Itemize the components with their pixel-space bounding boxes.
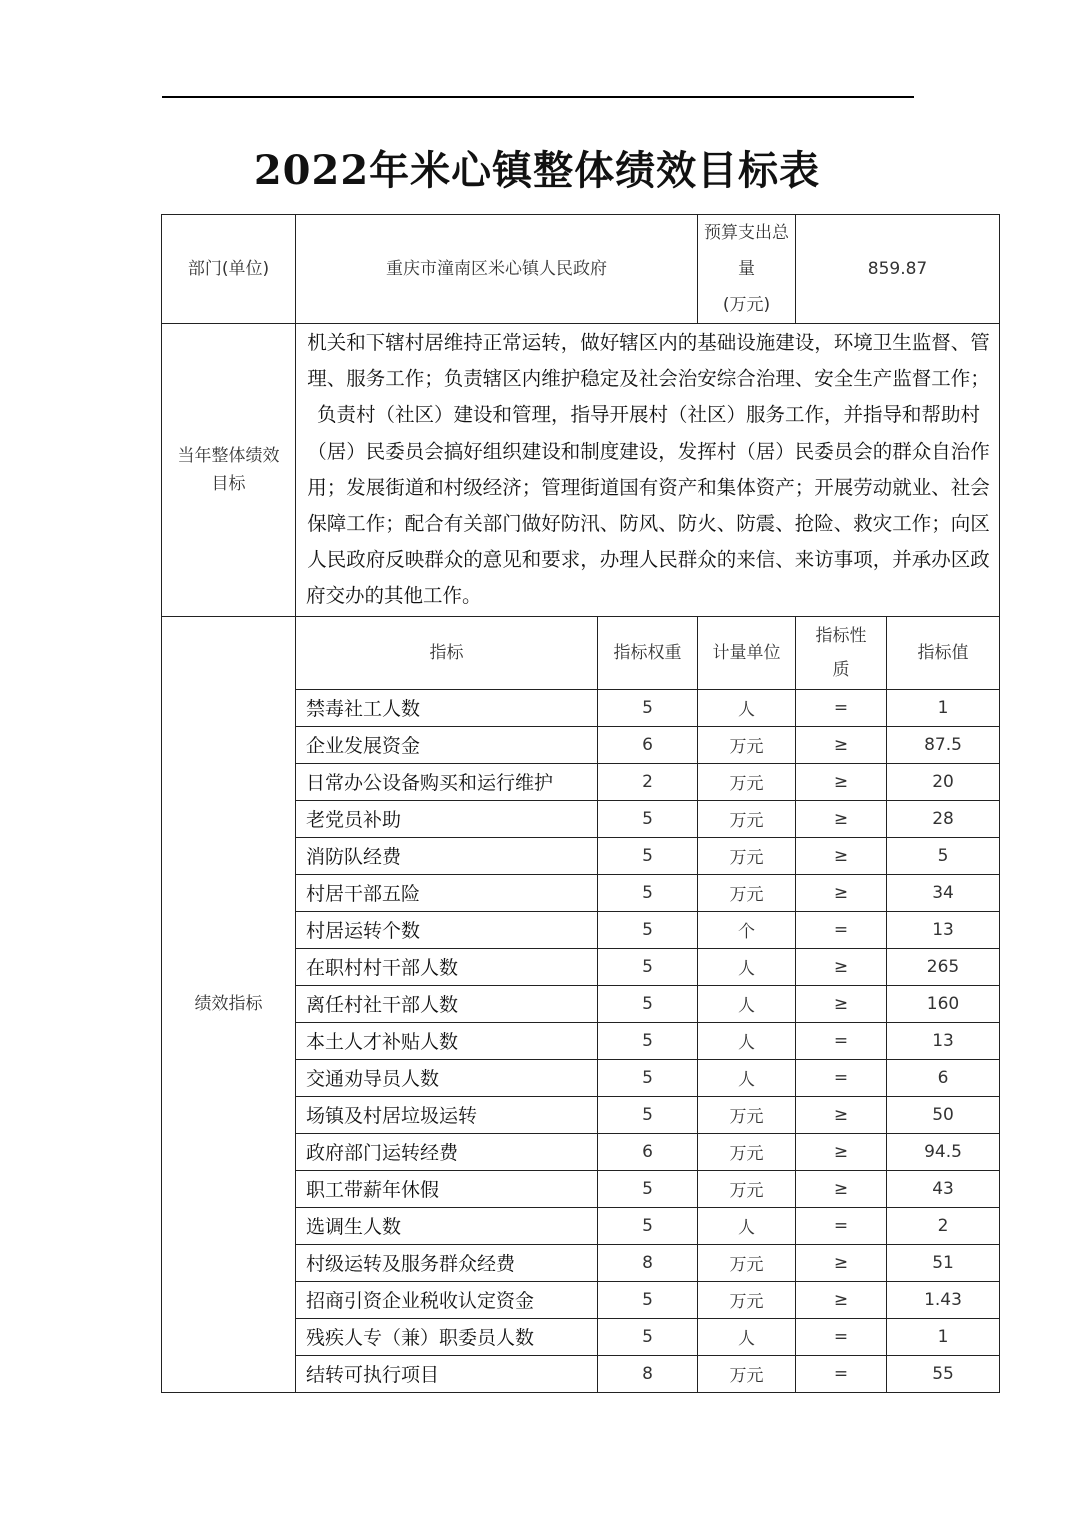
indicator-unit-cell: [698, 1355, 796, 1392]
indicator-weight: 5: [642, 1030, 653, 1051]
indicator-name: 村居干部五险: [306, 883, 421, 906]
col-header-nature-line2: 质: [832, 659, 850, 680]
indicator-weight: 5: [642, 919, 653, 940]
dept-label: 部门(单位): [187, 259, 270, 279]
col-header-nature-line1: 指标性: [815, 625, 867, 646]
indicator-nature-cell: [796, 985, 887, 1022]
indicator-unit-cell: [698, 1059, 796, 1096]
col-header-unit: [698, 616, 796, 689]
budget-label-line1: 预算支出总量: [704, 223, 789, 279]
indicator-unit-cell: [698, 948, 796, 985]
department-row: [162, 215, 1000, 324]
indicator-weight: 5: [642, 1289, 653, 1310]
indicator-name: 残疾人专（兼）职委员人数: [306, 1327, 535, 1350]
indicator-name-cell: [296, 726, 598, 763]
indicator-weight: 6: [642, 734, 653, 755]
indicator-value: 1.43: [924, 1289, 962, 1310]
indicator-nature-cell: [796, 800, 887, 837]
indicator-value: 28: [932, 808, 954, 829]
indicator-nature-cell: [796, 1096, 887, 1133]
indicator-weight-cell: [598, 763, 698, 800]
indicator-weight-cell: [598, 800, 698, 837]
indicator-unit-cell: [698, 1281, 796, 1318]
indicator-weight: 5: [642, 956, 653, 977]
indicator-unit: 万元: [729, 1181, 764, 1202]
page-title: 2022年米心镇整体绩效目标表: [253, 147, 821, 194]
indicator-nature: =: [833, 1215, 849, 1236]
indicator-weight: 5: [642, 1215, 653, 1236]
indicator-name-cell: [296, 1096, 598, 1133]
indicator-value-cell: [887, 763, 1000, 800]
indicator-unit-cell: [698, 726, 796, 763]
goal-label-cell: [162, 324, 296, 617]
indicator-value-cell: [887, 1133, 1000, 1170]
indicator-weight-cell: [598, 911, 698, 948]
indicator-nature-cell: [796, 1207, 887, 1244]
indicator-unit: 人: [738, 1070, 755, 1091]
indicator-weight: 5: [642, 808, 653, 829]
indicator-name-cell: [296, 800, 598, 837]
indicator-unit: 人: [738, 1033, 755, 1054]
indicator-value-cell: [887, 911, 1000, 948]
indicator-value-cell: [887, 837, 1000, 874]
indicator-name-cell: [296, 689, 598, 726]
indicator-weight-cell: [598, 726, 698, 763]
indicator-section-label-cell: [162, 616, 296, 1392]
indicator-value: 87.5: [924, 734, 962, 755]
goal-text: 机关和下辖村居维持正常运转，做好辖区内的基础设施建设，环境卫生监督、管理、服务工作；负责辖区内维护稳定及社会治安综合治理、安全生产监督工作；负责村（社区）建设和管理，指导开展村（社区）服务工作，并指导和帮助村（居）民委员会搞好组织建设和制度建设，发挥村（居）民委员会的群众自治作用；发展街道和村级经济；管理街道国有资产和集体资产；开展劳动就业、社会保障工作；配合有关部门做好防汛、防风、防火、防震、抢险、救灾工作；向区人民政府反映群众的意见和要求，办理人民群众的来信、来访事项，并承办区政府交办的其他工作。: [306, 331, 990, 608]
indicator-weight: 8: [642, 1363, 653, 1384]
budget-label-cell: [698, 215, 796, 324]
indicator-weight: 5: [642, 1104, 653, 1125]
indicator-value-cell: [887, 1170, 1000, 1207]
indicator-value: 51: [932, 1252, 954, 1273]
indicator-weight: 2: [642, 771, 653, 792]
indicator-value-cell: [887, 1207, 1000, 1244]
indicator-unit-cell: [698, 689, 796, 726]
budget-value-cell: [796, 215, 1000, 324]
indicator-weight-cell: [598, 689, 698, 726]
indicator-name: 村居运转个数: [306, 920, 421, 943]
indicator-weight: 5: [642, 697, 653, 718]
indicator-nature: ≥: [833, 1141, 849, 1162]
indicator-unit-cell: [698, 911, 796, 948]
indicator-nature: ≥: [833, 1178, 849, 1199]
indicator-name: 结转可执行项目: [306, 1364, 440, 1387]
indicator-nature: =: [833, 1326, 849, 1347]
indicator-nature-cell: [796, 1133, 887, 1170]
indicator-unit: 人: [738, 996, 755, 1017]
col-header-value: [887, 616, 1000, 689]
indicator-nature: ≥: [833, 734, 849, 755]
indicator-unit: 万元: [729, 1144, 764, 1165]
indicator-unit: 万元: [729, 1292, 764, 1313]
indicator-nature-cell: [796, 948, 887, 985]
indicator-value: 5: [937, 845, 949, 866]
indicator-weight: 5: [642, 1067, 653, 1088]
indicator-name-cell: [296, 1207, 598, 1244]
indicator-name: 政府部门运转经费: [306, 1142, 459, 1165]
indicator-nature-cell: [796, 1022, 887, 1059]
indicator-value-cell: [887, 1281, 1000, 1318]
budget-value: 859.87: [867, 259, 928, 279]
indicator-name: 离任村社干部人数: [306, 994, 459, 1017]
indicator-name-cell: [296, 874, 598, 911]
indicator-nature-cell: [796, 837, 887, 874]
indicator-value: 55: [932, 1363, 954, 1384]
indicator-unit: 人: [738, 1218, 755, 1239]
indicator-value: 13: [932, 1030, 954, 1051]
indicator-weight-cell: [598, 1022, 698, 1059]
indicator-unit: 个: [738, 922, 755, 943]
indicator-name: 职工带薪年休假: [306, 1179, 440, 1202]
indicator-name-cell: [296, 1022, 598, 1059]
indicator-value: 265: [926, 956, 960, 977]
indicator-name-cell: [296, 763, 598, 800]
indicator-weight-cell: [598, 1096, 698, 1133]
indicator-header-row: [162, 616, 1000, 689]
indicator-value: 94.5: [924, 1141, 962, 1162]
indicator-unit: 人: [738, 959, 755, 980]
indicator-unit: 人: [738, 1329, 755, 1350]
indicator-unit: 万元: [729, 1107, 764, 1128]
indicator-nature: ≥: [833, 956, 849, 977]
indicator-unit-cell: [698, 1207, 796, 1244]
indicator-unit-cell: [698, 1170, 796, 1207]
col-header-weight: [598, 616, 698, 689]
indicator-weight-cell: [598, 1318, 698, 1355]
indicator-value: 34: [932, 882, 954, 903]
indicator-nature-cell: [796, 1355, 887, 1392]
indicator-weight-cell: [598, 1207, 698, 1244]
indicator-unit-cell: [698, 1318, 796, 1355]
indicator-nature-cell: [796, 1281, 887, 1318]
indicator-unit-cell: [698, 1133, 796, 1170]
indicator-unit-cell: [698, 800, 796, 837]
col-header-weight-text: 指标权重: [613, 642, 682, 663]
indicator-nature: =: [833, 919, 849, 940]
indicator-weight: 5: [642, 1326, 653, 1347]
indicator-value-cell: [887, 1059, 1000, 1096]
indicator-nature: ≥: [833, 845, 849, 866]
goal-text-cell: [296, 324, 1000, 617]
indicator-weight: 6: [642, 1141, 653, 1162]
indicator-weight-cell: [598, 874, 698, 911]
indicator-name-cell: [296, 911, 598, 948]
indicator-value-cell: [887, 948, 1000, 985]
indicator-value: 43: [932, 1178, 954, 1199]
indicator-unit: 万元: [729, 774, 764, 795]
indicator-weight-cell: [598, 1355, 698, 1392]
indicator-weight-cell: [598, 948, 698, 985]
indicator-value-cell: [887, 874, 1000, 911]
dept-label-cell: [162, 215, 296, 324]
indicator-weight-cell: [598, 1059, 698, 1096]
col-header-name-text: 指标: [429, 642, 464, 663]
col-header-name: [296, 616, 598, 689]
col-header-nature: [796, 616, 887, 689]
indicator-name-cell: [296, 837, 598, 874]
indicator-weight-cell: [598, 837, 698, 874]
indicator-name: 日常办公设备购买和运行维护: [306, 772, 554, 795]
indicator-unit-cell: [698, 763, 796, 800]
indicator-nature: =: [833, 697, 849, 718]
indicator-name-cell: [296, 1281, 598, 1318]
indicator-nature: ≥: [833, 993, 849, 1014]
budget-label-line2: (万元): [722, 295, 771, 315]
indicator-weight-cell: [598, 1170, 698, 1207]
indicator-name-cell: [296, 1133, 598, 1170]
indicator-nature-cell: [796, 689, 887, 726]
indicator-name-cell: [296, 1059, 598, 1096]
indicator-value-cell: [887, 1318, 1000, 1355]
goal-label-line2: 目标: [211, 473, 246, 494]
indicator-value-cell: [887, 1096, 1000, 1133]
indicator-name: 选调生人数: [306, 1216, 402, 1239]
indicator-nature-cell: [796, 1244, 887, 1281]
indicator-section-label: 绩效指标: [194, 994, 263, 1015]
indicator-name: 老党员补助: [306, 809, 402, 832]
indicator-name: 企业发展资金: [306, 735, 421, 758]
indicator-name-cell: [296, 1355, 598, 1392]
indicator-value-cell: [887, 726, 1000, 763]
indicator-value-cell: [887, 689, 1000, 726]
col-header-unit-text: 计量单位: [712, 642, 781, 663]
indicator-nature-cell: [796, 1059, 887, 1096]
indicator-nature: =: [833, 1030, 849, 1051]
indicator-nature: ≥: [833, 771, 849, 792]
indicator-unit-cell: [698, 985, 796, 1022]
indicator-nature: ≥: [833, 1252, 849, 1273]
indicator-weight: 5: [642, 845, 653, 866]
indicator-name: 村级运转及服务群众经费: [306, 1253, 516, 1276]
indicator-name: 禁毒社工人数: [306, 698, 421, 721]
indicator-name: 招商引资企业税收认定资金: [306, 1290, 535, 1313]
indicator-weight-cell: [598, 1281, 698, 1318]
indicator-value: 6: [937, 1067, 949, 1088]
indicator-unit: 万元: [729, 811, 764, 832]
indicator-unit: 万元: [729, 1366, 764, 1387]
indicator-nature: =: [833, 1067, 849, 1088]
indicator-value-cell: [887, 800, 1000, 837]
indicator-name: 交通劝导员人数: [306, 1068, 440, 1091]
indicator-name-cell: [296, 1318, 598, 1355]
indicator-nature: ≥: [833, 1289, 849, 1310]
dept-value: 重庆市潼南区米心镇人民政府: [386, 259, 607, 279]
indicator-unit-cell: [698, 1096, 796, 1133]
indicator-nature: ≥: [833, 882, 849, 903]
indicator-weight: 8: [642, 1252, 653, 1273]
indicator-value-cell: [887, 1022, 1000, 1059]
indicator-name: 消防队经费: [306, 846, 402, 869]
indicator-unit: 万元: [729, 848, 764, 869]
indicator-unit-cell: [698, 837, 796, 874]
indicator-name: 场镇及村居垃圾运转: [306, 1105, 478, 1128]
indicator-unit-cell: [698, 1022, 796, 1059]
indicator-nature-cell: [796, 1318, 887, 1355]
indicator-unit: 人: [738, 700, 755, 721]
indicator-value: 13: [932, 919, 954, 940]
indicator-unit: 万元: [729, 1255, 764, 1276]
indicator-nature-cell: [796, 726, 887, 763]
indicator-value: 50: [932, 1104, 954, 1125]
indicator-unit: 万元: [729, 737, 764, 758]
goal-label-line1: 当年整体绩效: [177, 445, 280, 466]
goal-row: [162, 324, 1000, 617]
indicator-nature: =: [833, 1363, 849, 1384]
indicator-unit-cell: [698, 1244, 796, 1281]
dept-value-cell: [296, 215, 698, 324]
indicator-name-cell: [296, 985, 598, 1022]
indicator-unit: 万元: [729, 885, 764, 906]
indicator-nature-cell: [796, 911, 887, 948]
indicator-value: 1: [937, 697, 949, 718]
indicator-name: 本土人才补贴人数: [306, 1031, 459, 1054]
col-header-value-text: 指标值: [917, 642, 969, 663]
indicator-value-cell: [887, 985, 1000, 1022]
indicator-weight: 5: [642, 882, 653, 903]
indicator-name: 在职村村干部人数: [306, 957, 459, 980]
indicator-value-cell: [887, 1355, 1000, 1392]
indicator-nature-cell: [796, 1170, 887, 1207]
indicator-weight-cell: [598, 985, 698, 1022]
indicator-weight-cell: [598, 1244, 698, 1281]
indicator-weight-cell: [598, 1133, 698, 1170]
indicator-nature-cell: [796, 874, 887, 911]
indicator-nature: ≥: [833, 1104, 849, 1125]
indicator-value: 20: [932, 771, 954, 792]
indicator-value-cell: [887, 1244, 1000, 1281]
indicator-value: 1: [937, 1326, 949, 1347]
indicator-weight: 5: [642, 993, 653, 1014]
indicator-value: 160: [926, 993, 960, 1014]
indicator-nature: ≥: [833, 808, 849, 829]
indicator-name-cell: [296, 1170, 598, 1207]
indicator-name-cell: [296, 948, 598, 985]
indicator-weight: 5: [642, 1178, 653, 1199]
header-rule: [162, 96, 914, 98]
indicator-name-cell: [296, 1244, 598, 1281]
indicator-unit-cell: [698, 874, 796, 911]
performance-target-table: [161, 214, 1000, 1393]
indicator-nature-cell: [796, 763, 887, 800]
indicator-value: 2: [937, 1215, 949, 1236]
